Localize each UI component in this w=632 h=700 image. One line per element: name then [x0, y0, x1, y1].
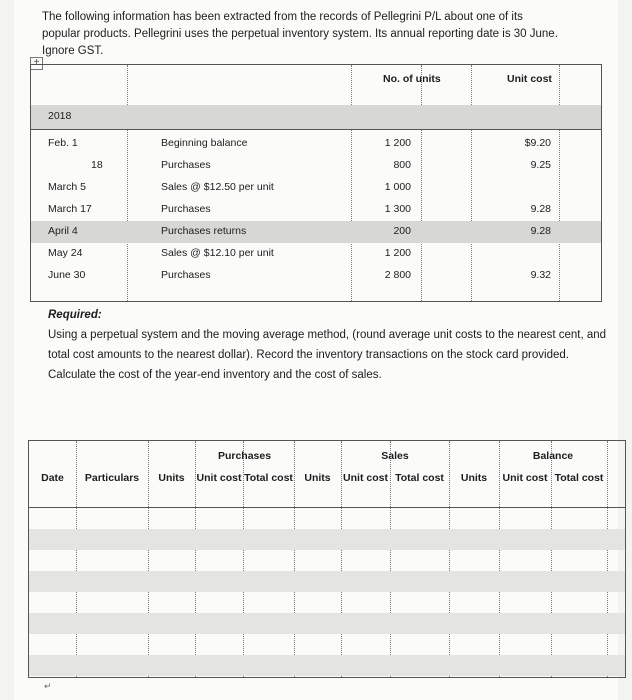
row-unit-cost: $9.20 [524, 137, 551, 149]
table-row [31, 199, 601, 221]
col-purchases-total-cost: Total cost [244, 472, 293, 484]
row-units: 1 300 [384, 203, 411, 215]
paragraph-mark-icon: ↵ [44, 681, 52, 691]
group-balance: Balance [532, 450, 574, 462]
row-date: Feb. 1 [48, 137, 78, 149]
row-units: 200 [393, 225, 411, 237]
product-records-table [30, 64, 602, 302]
stock-card-row[interactable] [29, 592, 625, 613]
row-unit-cost: 9.28 [530, 225, 551, 237]
required-text: Using a perpetual system and the moving average method, (round average unit costs to the nearest cent, and total cost amounts to the nearest dollar). Record the inventory transactions on the stock card provided. Calculate the cost of the year-end inventory and the cost of sales. [48, 329, 607, 381]
stock-card-row[interactable] [29, 613, 625, 634]
header-no-of-units: No. of units [383, 73, 441, 85]
table-row [31, 133, 601, 155]
group-purchases: Purchases [217, 450, 272, 462]
header-unit-cost: Unit cost [507, 73, 552, 85]
col-balance-unit-cost: Unit cost [502, 472, 548, 484]
row-date: 18 [91, 159, 103, 171]
stock-card-header [29, 441, 625, 508]
row-units: 1 200 [384, 137, 411, 149]
row-particulars: Sales @ $12.10 per unit [161, 247, 274, 259]
required-title: Required: [48, 309, 102, 321]
row-unit-cost: 9.25 [530, 159, 551, 171]
required-section [48, 305, 608, 385]
year-label: 2018 [48, 110, 72, 122]
intro-paragraph: The following information has been extracted from the records of Pellegrini P/L about one of its popular products. Pellegrini uses the perpetual inventory system. Its annual reporting date is 30 June. Ignore GST. [42, 11, 558, 57]
stock-card-row[interactable] [29, 508, 625, 529]
row-units: 1 200 [384, 247, 411, 259]
row-date: April 4 [48, 225, 78, 237]
stock-card-row[interactable] [29, 571, 625, 592]
col-balance-units: Units [460, 472, 488, 484]
row-particulars: Beginning balance [161, 137, 248, 149]
col-purchases-unit-cost: Unit cost [196, 472, 242, 484]
col-purchases-units: Units [158, 472, 185, 484]
col-sales-units: Units [304, 472, 331, 484]
row-units: 2 800 [384, 269, 411, 281]
stock-card-row[interactable] [29, 634, 625, 655]
col-particulars: Particulars [84, 472, 140, 484]
row-particulars: Purchases [161, 159, 211, 171]
row-unit-cost: 9.32 [530, 269, 551, 281]
row-unit-cost: 9.28 [530, 203, 551, 215]
table-move-handle[interactable]: + [30, 57, 43, 70]
group-sales: Sales [381, 450, 409, 462]
table-row [31, 221, 601, 243]
table1-year-row [31, 105, 601, 130]
table-row [31, 155, 601, 177]
table-row [31, 265, 601, 287]
table1-header [31, 65, 601, 106]
stock-card-row[interactable] [29, 529, 625, 550]
row-units: 1 000 [384, 181, 411, 193]
row-particulars: Purchases [161, 203, 211, 215]
table1-body [31, 129, 601, 301]
col-sales-total-cost: Total cost [395, 472, 444, 484]
row-date: March 5 [48, 181, 86, 193]
row-date: June 30 [48, 269, 86, 281]
col-sales-unit-cost: Unit cost [343, 472, 388, 484]
stock-card-row[interactable] [29, 550, 625, 571]
row-date: March 17 [48, 203, 92, 215]
row-particulars: Purchases returns [161, 225, 247, 237]
row-particulars: Purchases [161, 269, 211, 281]
row-units: 800 [393, 159, 411, 171]
stock-card-row[interactable] [29, 655, 625, 676]
row-date: May 24 [48, 247, 83, 259]
row-particulars: Sales @ $12.50 per unit [161, 181, 274, 193]
table-row [31, 243, 601, 265]
col-balance-total-cost: Total cost [554, 472, 604, 484]
col-date: Date [41, 472, 64, 484]
table-row [31, 177, 601, 199]
stock-card-table [28, 440, 626, 678]
